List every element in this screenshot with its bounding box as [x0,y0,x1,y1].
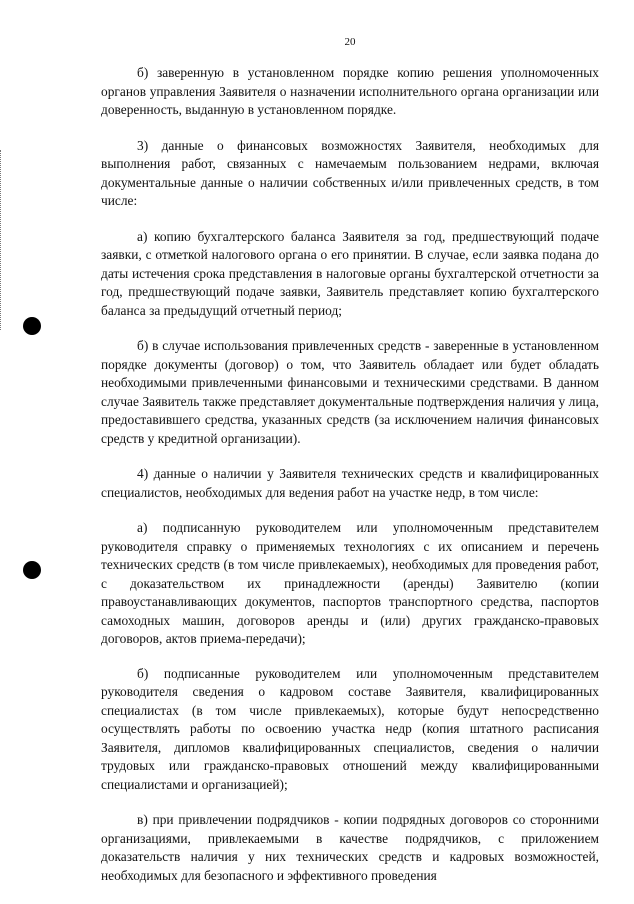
paragraph-technical-means: 4) данные о наличии у Заявителя технических средств и квалифицированных специалистов, необходимых для ведения работ на участке недр, в том числе: [101,466,599,500]
paragraph-contractors: в) при привлечении подрядчиков - копии подрядных договоров со сторонними организациями, привлекаемыми в качестве подрядчиков, с приложением доказательств наличия у них технических средств и кадровых возможностей, необходимых для безопасного и эффективного проведения [101,812,599,883]
paragraph-financial-capabilities: 3) данные о финансовых возможностях Заявителя, необходимых для выполнения работ, связанных с намечаемым пользованием недрами, включая документальные данные о наличии собственных и/или привлеченных средств, в том числе: [101,137,599,208]
paragraph-technology-reference: а) подписанную руководителем или уполномоченным представителем руководителя справку о применяемых технологиях с их описанием и перечень технических средств (в том числе привлекаемых), необходимых для проведения работ, с доказательством их принадлежности (аренды) Заявителю (копии правоустанавливающих документов, паспортов транспортного средства, паспортов самоходных машин, договоров аренды и (или) других гражданско-правовых договоров, актов приема-передачи); [101,520,599,646]
punch-hole-top [23,317,41,335]
paragraph-balance-sheet: а) копию бухгалтерского баланса Заявителя за год, предшествующий подаче заявки, с отметкой налогового органа о его принятии. В случае, если заявка подана до даты истечения срока представления в налоговые органы бухгалтерской отчетности за год, предшествующий подаче заявки, Заявитель представляет копию бухгалтерского баланса за предыдущий отчетный период; [101,228,599,318]
punch-hole-bottom [23,561,41,579]
left-edge-scan-mark [0,150,2,330]
paragraph-borrowed-funds: б) в случае использования привлеченных средств - заверенные в установленном порядке документы (договор) о том, что Заявитель обладает или будет обладать необходимыми привлеченными финансовыми и техническими средствами. В данном случае Заявитель также представляет документальные подтверждения наличия у лица, предоставившего средства, указанных средств (за исключением наличия финансовых средств у кредитной организации). [101,338,599,446]
document-body [101,64,599,885]
paragraph-executive-copy: б) заверенную в установленном порядке копию решения уполномоченных органов управления Заявителя о назначении исполнительного органа организации или доверенность, выданную в установленном порядке. [101,65,599,117]
paragraph-staff-info: б) подписанные руководителем или уполномоченным представителем руководителя сведения о кадровом составе Заявителя, квалифицированных специалистах (в том числе привлекаемых), которые будут непосредственно осуществлять работы по освоению участка недр (копия штатного расписания Заявителя, дипломов квалифицированных специалистов, сведения о наличии трудовых или гражданско-правовых отношений между квалифицированными специалистами и организацией); [101,665,599,792]
page-number: 20 [344,36,356,48]
